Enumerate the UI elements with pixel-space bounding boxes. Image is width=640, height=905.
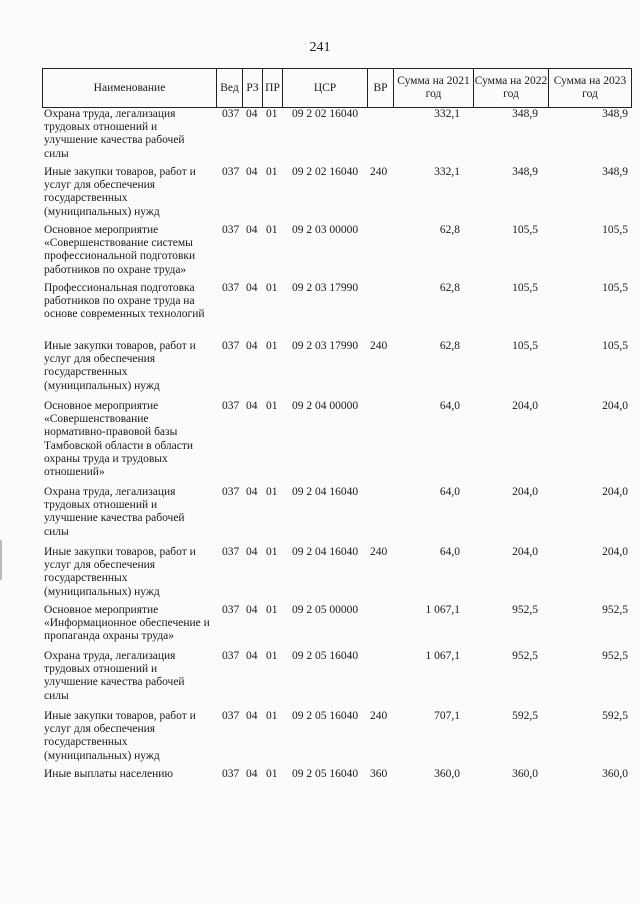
row-sum-2022: 204,0 <box>512 486 538 498</box>
page-number: 241 <box>309 40 331 55</box>
row-name: Охрана труда, легализация трудовых отношений и улучшение качества рабочей силы <box>44 108 185 160</box>
header-vr: ВР <box>368 69 394 107</box>
table-row <box>42 224 632 282</box>
row-sum-2021: 360,0 <box>434 768 460 780</box>
row-sum-2023: 952,5 <box>602 604 628 616</box>
row-sum-2022: 204,0 <box>512 400 538 412</box>
row-csr: 09 2 02 16040 <box>292 108 359 120</box>
table-row <box>42 768 632 788</box>
row-sum-2021: 332,1 <box>434 166 460 178</box>
row-ved: 037 <box>222 340 240 352</box>
row-rz: 04 <box>246 166 258 178</box>
row-sum-2021: 64,0 <box>439 486 460 498</box>
row-rz: 04 <box>246 768 258 780</box>
row-sum-2023: 204,0 <box>602 546 628 558</box>
row-vr: 240 <box>370 710 388 722</box>
row-name: Иные выплаты населению <box>44 768 173 780</box>
header-rz: РЗ <box>243 69 263 107</box>
row-pr: 01 <box>266 282 278 294</box>
row-sum-2021: 62,8 <box>439 340 460 352</box>
row-vr: 240 <box>370 340 388 352</box>
row-vr <box>370 282 396 340</box>
row-vr <box>370 400 396 486</box>
row-rz: 04 <box>246 340 258 352</box>
row-vr: 360 <box>370 768 388 780</box>
table-body <box>42 108 632 788</box>
row-vr: 240 <box>370 546 388 558</box>
row-rz: 04 <box>246 486 258 498</box>
header-sum-2023: Сумма на 2023 год <box>553 75 627 100</box>
row-ved: 037 <box>222 486 240 498</box>
header-ved: Вед <box>217 69 243 107</box>
row-rz: 04 <box>246 650 258 662</box>
table-row <box>42 486 632 546</box>
row-sum-2022: 952,5 <box>512 604 538 616</box>
row-sum-2022: 204,0 <box>512 546 538 558</box>
table-row <box>42 340 632 400</box>
row-vr <box>370 650 396 710</box>
row-sum-2023: 348,9 <box>602 166 628 178</box>
header-pr: ПР <box>263 69 283 107</box>
row-name: Основное мероприятие «Совершенствование нормативно-правовой базы Тамбовской области в области охраны труда и трудовых отношений» <box>44 400 194 479</box>
row-pr: 01 <box>266 224 278 236</box>
table-row <box>42 400 632 486</box>
row-ved: 037 <box>222 224 240 236</box>
row-name: Иные закупки товаров, работ и услуг для обеспечения государственных (муниципальных) нужд <box>44 340 196 392</box>
header-csr: ЦСР <box>283 69 368 107</box>
row-pr: 01 <box>266 546 278 558</box>
row-ved: 037 <box>222 768 240 780</box>
row-name: Иные закупки товаров, работ и услуг для обеспечения государственных (муниципальных) нужд <box>44 546 196 598</box>
row-ved: 037 <box>222 650 240 662</box>
row-csr: 09 2 03 17990 <box>292 340 359 352</box>
row-name: Основное мероприятие «Информационное обеспечение и пропаганда охраны труда» <box>44 604 210 643</box>
row-sum-2022: 348,9 <box>512 166 538 178</box>
row-ved: 037 <box>222 710 240 722</box>
row-sum-2022: 105,5 <box>512 340 538 352</box>
row-sum-2023: 592,5 <box>602 710 628 722</box>
row-sum-2021: 64,0 <box>439 400 460 412</box>
row-csr: 09 2 04 16040 <box>292 486 359 498</box>
table-row <box>42 166 632 224</box>
row-rz: 04 <box>246 710 258 722</box>
scan-edge-mark <box>0 540 2 580</box>
row-sum-2023: 360,0 <box>602 768 628 780</box>
table-row <box>42 604 632 650</box>
row-pr: 01 <box>266 486 278 498</box>
table-row <box>42 546 632 604</box>
header-sum-2022: Сумма на 2022 год <box>474 69 549 107</box>
row-pr: 01 <box>266 604 278 616</box>
row-csr: 09 2 04 00000 <box>292 400 359 412</box>
row-sum-2023: 105,5 <box>602 282 628 294</box>
table-row <box>42 710 632 768</box>
row-sum-2022: 105,5 <box>512 224 538 236</box>
row-sum-2023: 105,5 <box>602 224 628 236</box>
row-rz: 04 <box>246 400 258 412</box>
row-csr: 09 2 05 16040 <box>292 650 359 662</box>
row-pr: 01 <box>266 650 278 662</box>
row-vr <box>370 604 396 650</box>
row-name: Основное мероприятие «Совершенствование системы профессиональной подготовки работников по охране труда» <box>44 224 196 276</box>
row-ved: 037 <box>222 108 240 120</box>
row-sum-2023: 105,5 <box>602 340 628 352</box>
row-sum-2021: 62,8 <box>439 224 460 236</box>
row-pr: 01 <box>266 400 278 412</box>
row-vr <box>370 224 396 282</box>
row-csr: 09 2 03 00000 <box>292 224 359 236</box>
row-rz: 04 <box>246 546 258 558</box>
row-ved: 037 <box>222 400 240 412</box>
row-pr: 01 <box>266 166 278 178</box>
row-name: Иные закупки товаров, работ и услуг для обеспечения государственных (муниципальных) нужд <box>44 166 196 218</box>
row-name: Профессиональная подготовка работников по охране труда на основе современных технологий <box>44 282 205 321</box>
row-pr: 01 <box>266 768 278 780</box>
header-sum-2021: Сумма на 2021 год <box>394 69 474 107</box>
row-rz: 04 <box>246 282 258 294</box>
row-name: Охрана труда, легализация трудовых отношений и улучшение качества рабочей силы <box>44 486 185 538</box>
table-row <box>42 282 632 340</box>
row-name: Охрана труда, легализация трудовых отношений и улучшение качества рабочей силы <box>44 650 185 702</box>
row-pr: 01 <box>266 340 278 352</box>
row-csr: 09 2 03 17990 <box>292 282 359 294</box>
row-sum-2022: 360,0 <box>512 768 538 780</box>
row-sum-2022: 952,5 <box>512 650 538 662</box>
row-sum-2022: 348,9 <box>512 108 538 120</box>
row-sum-2023: 952,5 <box>602 650 628 662</box>
row-sum-2021: 332,1 <box>434 108 460 120</box>
row-name: Иные закупки товаров, работ и услуг для обеспечения государственных (муниципальных) нужд <box>44 710 196 762</box>
row-vr: 240 <box>370 166 388 178</box>
row-pr: 01 <box>266 108 278 120</box>
row-vr <box>370 486 396 546</box>
table-row <box>42 108 632 166</box>
row-csr: 09 2 04 16040 <box>292 546 359 558</box>
row-ved: 037 <box>222 546 240 558</box>
table-row <box>42 650 632 710</box>
row-sum-2023: 204,0 <box>602 400 628 412</box>
row-rz: 04 <box>246 604 258 616</box>
row-ved: 037 <box>222 166 240 178</box>
row-csr: 09 2 05 16040 <box>292 768 359 780</box>
row-sum-2021: 1 067,1 <box>425 604 460 616</box>
row-sum-2021: 707,1 <box>434 710 460 722</box>
row-rz: 04 <box>246 108 258 120</box>
header-name: Наименование <box>43 69 217 107</box>
row-sum-2023: 204,0 <box>602 486 628 498</box>
row-vr <box>370 108 396 166</box>
row-sum-2023: 348,9 <box>602 108 628 120</box>
row-rz: 04 <box>246 224 258 236</box>
row-pr: 01 <box>266 710 278 722</box>
row-csr: 09 2 05 00000 <box>292 604 359 616</box>
budget-table <box>42 68 632 788</box>
row-sum-2021: 64,0 <box>439 546 460 558</box>
row-sum-2022: 105,5 <box>512 282 538 294</box>
row-sum-2021: 62,8 <box>439 282 460 294</box>
row-sum-2021: 1 067,1 <box>425 650 460 662</box>
row-sum-2022: 592,5 <box>512 710 538 722</box>
row-csr: 09 2 05 16040 <box>292 710 359 722</box>
table-header <box>42 68 632 108</box>
row-ved: 037 <box>222 604 240 616</box>
row-ved: 037 <box>222 282 240 294</box>
row-csr: 09 2 02 16040 <box>292 166 359 178</box>
